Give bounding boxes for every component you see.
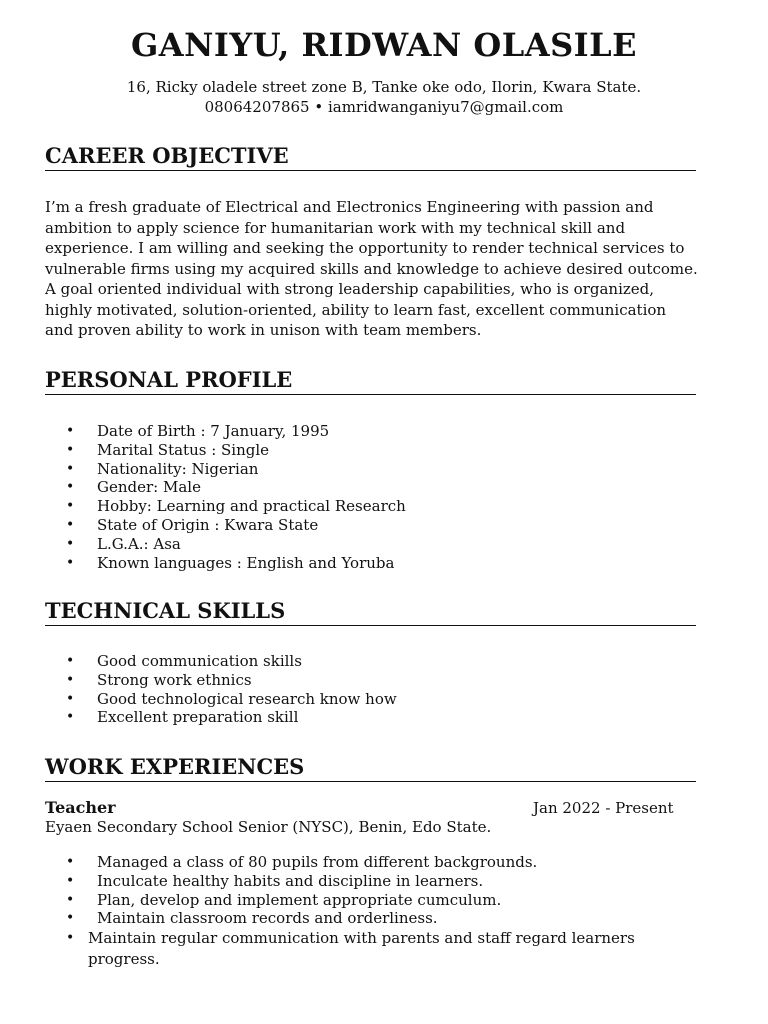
bullet-icon: • [66,671,75,688]
list-item: • Known languages : English and Yoruba [66,553,395,572]
list-item: • Date of Birth : 7 January, 1995 [66,422,330,440]
list-item: • Maintain classroom records and orderliness. [66,909,438,928]
list-item: • State of Origin : Kwara State [66,515,319,534]
bullet-icon: • [66,554,75,571]
career-objective-text: I’m a fresh graduate of Electrical and Electronics Engineering with passion and ambition to apply science for humanitarian work with my technical skill and experience. I am willing and seeking the opportunity to render technical services to vulnerable firms using my acquired skills and knowledge to achieve desired outcome. A goal oriented individual with strong leadership capabilities, who is organized, highly motivated, solution-oriented, ability to learn fast, excellent communication and proven ability to work in unison with team members. [45,198,698,339]
list-item: • Excellent preparation skill [66,708,299,727]
list-item: • Nationality: Nigerian [66,459,259,478]
list-item: • Plan, develop and implement appropriate cumculum. [66,890,502,909]
bullet-icon: • [66,854,75,870]
list-item: • Hobby: Learning and practical Research [66,497,406,516]
bullet-icon: • [66,709,75,726]
personal-profile-list [45,422,406,572]
bullet-icon: • [66,441,75,458]
job-dates: Jan 2022 - Present [533,799,674,817]
list-item: • Good technological research know how [66,689,397,708]
job-organization: Eyaen Secondary School Senior (NYSC), Benin, Edo State. [45,818,492,836]
bullet-icon: • [66,460,75,477]
job-title: Teacher [45,798,116,817]
contact-block [0,77,768,117]
bullet-icon: • [66,535,75,552]
bullet-icon: • [66,910,75,927]
work-duties-list [45,853,635,969]
technical-skills-heading: TECHNICAL SKILLS [45,599,696,626]
work-experiences-heading: WORK EXPERIENCES [45,755,696,782]
list-item: • Gender: Male [66,478,201,497]
bullet-icon: • [66,479,75,496]
technical-skills-list [45,652,397,727]
career-objective-heading: CAREER OBJECTIVE [45,144,696,171]
bullet-icon: • [66,891,75,908]
phone-email-line: 08064207865 • iamridwanganiyu7@gmail.com [204,98,564,116]
list-item: • Managed a class of 80 pupils from different backgrounds. [66,853,538,871]
bullet-icon: • [66,872,75,889]
bullet-icon: • [66,498,75,515]
bullet-icon: • [66,423,75,439]
address-line: 16, Ricky oladele street zone B, Tanke oke odo, Ilorin, Kwara State. [126,78,642,96]
candidate-name: GANIYU, RIDWAN OLASILE [130,26,638,64]
personal-profile-heading: PERSONAL PROFILE [45,368,696,395]
bullet-icon: • [66,690,75,707]
bullet-icon: • [66,516,75,533]
bullet-icon: • [66,653,75,669]
list-item: • Maintain regular communication with parents and staff regard learners progress. [66,929,635,968]
list-item: • Inculcate healthy habits and discipline in learners. [66,871,484,890]
bullet-icon: • [66,930,75,947]
list-item: • Marital Status : Single [66,440,270,459]
list-item: • L.G.A.: Asa [66,534,181,553]
list-item: • Strong work ethnics [66,670,252,689]
list-item: • Good communication skills [66,652,302,670]
